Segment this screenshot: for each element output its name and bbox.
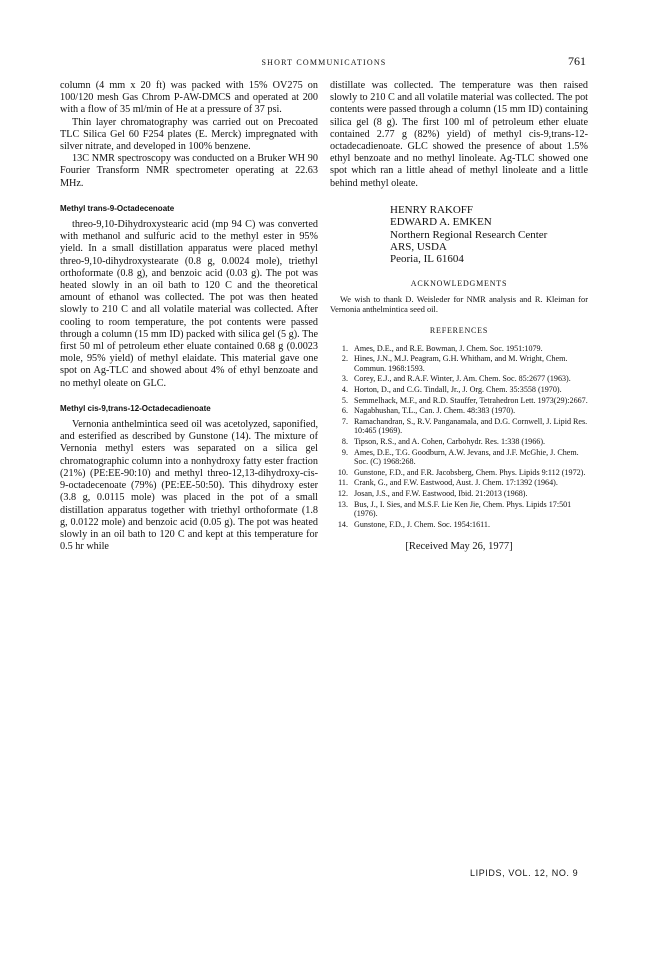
reference-number: 8. [341,437,348,447]
reference-item [330,374,588,384]
paragraph-gc-conditions: column (4 mm x 20 ft) was packed with 15% OV275 on 100/120 mesh Gas Chrom P-AW-DMCS and operated at 200 with a flow of 35 ml/min of He at a pressure of 37 psi. [60,80,318,116]
reference-item [330,520,588,530]
reference-number: 9. [341,447,348,457]
reference-item [330,396,588,406]
reference-number: 14. [337,519,348,529]
paragraph-continuation: distillate was collected. The temperature was then raised slowly to 210 C and all volatile material was collected. The pot contents were passed through a column (15 mm ID) containing silica gel (8 g). The first 100 ml of petroleum ether eluate contained 2.77 g (82%) yield) of methyl cis-9,trans-12-octadecadienoate. GLC showed the presence of about 1.5% ethyl benzoate and no methyl linoleate. Ag-TLC showed one spot which ran a little ahead of methyl linoleate and a little behind methyl oleate. [330,80,588,189]
reference-number: 13. [337,499,348,509]
section-heading-methyl-elaidate: Methyl trans-9-Octadecenoate [60,203,175,213]
reference-text: Bus, J., I. Sies, and M.S.F. Lie Ken Jie, Chem. Phys. Lipids 17:501 (1976). [354,499,572,519]
page-number: 761 [568,54,586,68]
references-heading: REFERENCES [429,326,489,336]
reference-number: 1. [341,343,348,353]
reference-number: 3. [341,374,348,384]
reference-text: Gunstone, F.D., J. Chem. Soc. 1954:1611. [354,519,490,529]
paragraph-tlc: Thin layer chromatography was carried out on Precoated TLC Silica Gel 60 F254 plates (E. Merck) impregnated with silver nitrate, and developed in 100% benzene. [60,116,318,153]
reference-number: 10. [337,467,348,477]
reference-text: Ames, D.E., and R.E. Bowman, J. Chem. Soc. 1951:1079. [354,343,543,353]
reference-text: Tipson, R.S., and A. Cohen, Carbohydr. Res. 1:338 (1966). [354,437,546,447]
reference-item [330,468,588,478]
reference-text: Gunstone, F.D., and F.R. Jacobsberg, Chem. Phys. Lipids 9:112 (1972). [354,467,586,477]
reference-number: 12. [337,488,348,498]
paragraph-methyl-elaidate: threo-9,10-Dihydroxystearic acid (mp 94 C) was converted with methanol and sulfuric acid to the methyl ester in 95% yield. In a small distillation apparatus were placed methyl threo-9,10-dihydroxystearate (0.8 g, 0.0024 mole), triethyl orthoformate (0.8 g), and benzoic acid (0.03 g). The pot was heated slowly in an oil bath to 120 C and the theoretical amount of ethanol was collected. The pot was then heated slowly to 210 C and all volatile material was collected. After cooling to room temperature, the pot contents were passed through a column (15 mm ID) packed with silica gel (5 g). The first 50 ml of petroleum ether eluate contained 0.68 g (0.0023 mole, 95% yield) of methyl elaidate. This material gave one spot on Ag-TLC and showed about 4% of ethyl benzoate and no methyl oleate on GLC. [60,219,318,389]
reference-text: Horton, D., and C.G. Tindall, Jr., J. Org. Chem. 35:3558 (1970). [354,385,562,395]
reference-text: Nagabhushan, T.L., Can. J. Chem. 48:383 (1970). [354,406,516,416]
reference-number: 11. [338,478,348,488]
reference-number: 6. [341,406,348,416]
reference-text: Hines, J.N., M.J. Peagram, G.H. Whitham, and M. Wright, Chem. Commun. 1968:1593. [354,354,568,373]
reference-text: Semmelhack, M.F., and R.D. Stauffer, Tetrahedron Lett. 1973(29):2667. [354,395,588,405]
reference-number: 4. [341,385,348,395]
author-name: EDWARD A. EMKEN [390,216,492,229]
section-heading-octadecadienoate: Methyl cis-9,trans-12-Octadecadienoate [60,403,211,413]
reference-item [330,344,588,354]
reference-text: Ramachandran, S., R.V. Panganamala, and D.G. Cornwell, J. Lipid Res. 10:465 (1969). [354,416,588,436]
reference-item [330,500,588,519]
reference-text: Josan, J.S., and F.W. Eastwood, Ibid. 21:2013 (1968). [354,488,528,498]
reference-item [330,478,588,488]
received-date: [Received May 26, 1977] [405,541,513,553]
reference-item [330,437,588,447]
author-block [330,204,588,266]
author-address: Peoria, IL 61604 [390,253,464,266]
reference-list [330,344,588,530]
reference-item [330,489,588,499]
reference-item [330,385,588,395]
journal-footer: LIPIDS, VOL. 12, NO. 9 [470,868,579,878]
author-affiliation: ARS, USDA [390,241,447,254]
reference-item [330,406,588,416]
author-name: HENRY RAKOFF [390,203,474,216]
paragraph-nmr: 13C NMR spectroscopy was conducted on a Bruker WH 90 Fourier Transform NMR spectrometer operating at 22.63 MHz. [60,153,318,189]
reference-number: 7. [341,416,348,426]
reference-text: Corey, E.J., and R.A.F. Winter, J. Am. Chem. Soc. 85:2677 (1963). [354,374,571,384]
author-affiliation: Northern Regional Research Center [390,228,548,241]
acknowledgments-heading: ACKNOWLEDGMENTS [410,278,508,288]
right-column [330,80,588,554]
reference-text: Ames, D.E., T.G. Goodburn, A.W. Jevans, and J.F. McGhie, J. Chem. Soc. (C) 1968:268. [354,447,579,467]
reference-item [330,417,588,436]
running-head: SHORT COMMUNICATIONS [261,58,387,67]
reference-number: 2. [341,354,348,364]
paragraph-octadecadienoate: Vernonia anthelmintica seed oil was acetolyzed, saponified, and esterified as described by Gunstone (14). The mixture of Vernonia methyl esters was separated on a silica gel chromatographic column into a nonhydroxy fatty ester fraction (21%) (PE:EE-90:10) and methyl threo-12,13-dihydroxy-cis-9-octadecenoate (79%) (PE:EE-50:50). This dihydroxy ester (3.8 g, 0.0115 mole) was placed in the pot of a small distillation apparatus together with triethyl orthoformate (1.8 g, 0.0122 mole) and benzoic acid (0.05 g). The pot was heated slowly in an oil bath to 120 C and kept at this temperature for 0.5 hr while [60,419,318,553]
reference-item [330,354,588,373]
reference-text: Crank, G., and F.W. Eastwood, Aust. J. Chem. 17:1392 (1964). [354,478,558,488]
reference-number: 5. [341,395,348,405]
reference-item [330,448,588,467]
acknowledgments-text: We wish to thank D. Weisleder for NMR analysis and R. Kleiman for Vernonia anthelmintica seed oil. [330,295,588,315]
left-column [60,80,318,553]
